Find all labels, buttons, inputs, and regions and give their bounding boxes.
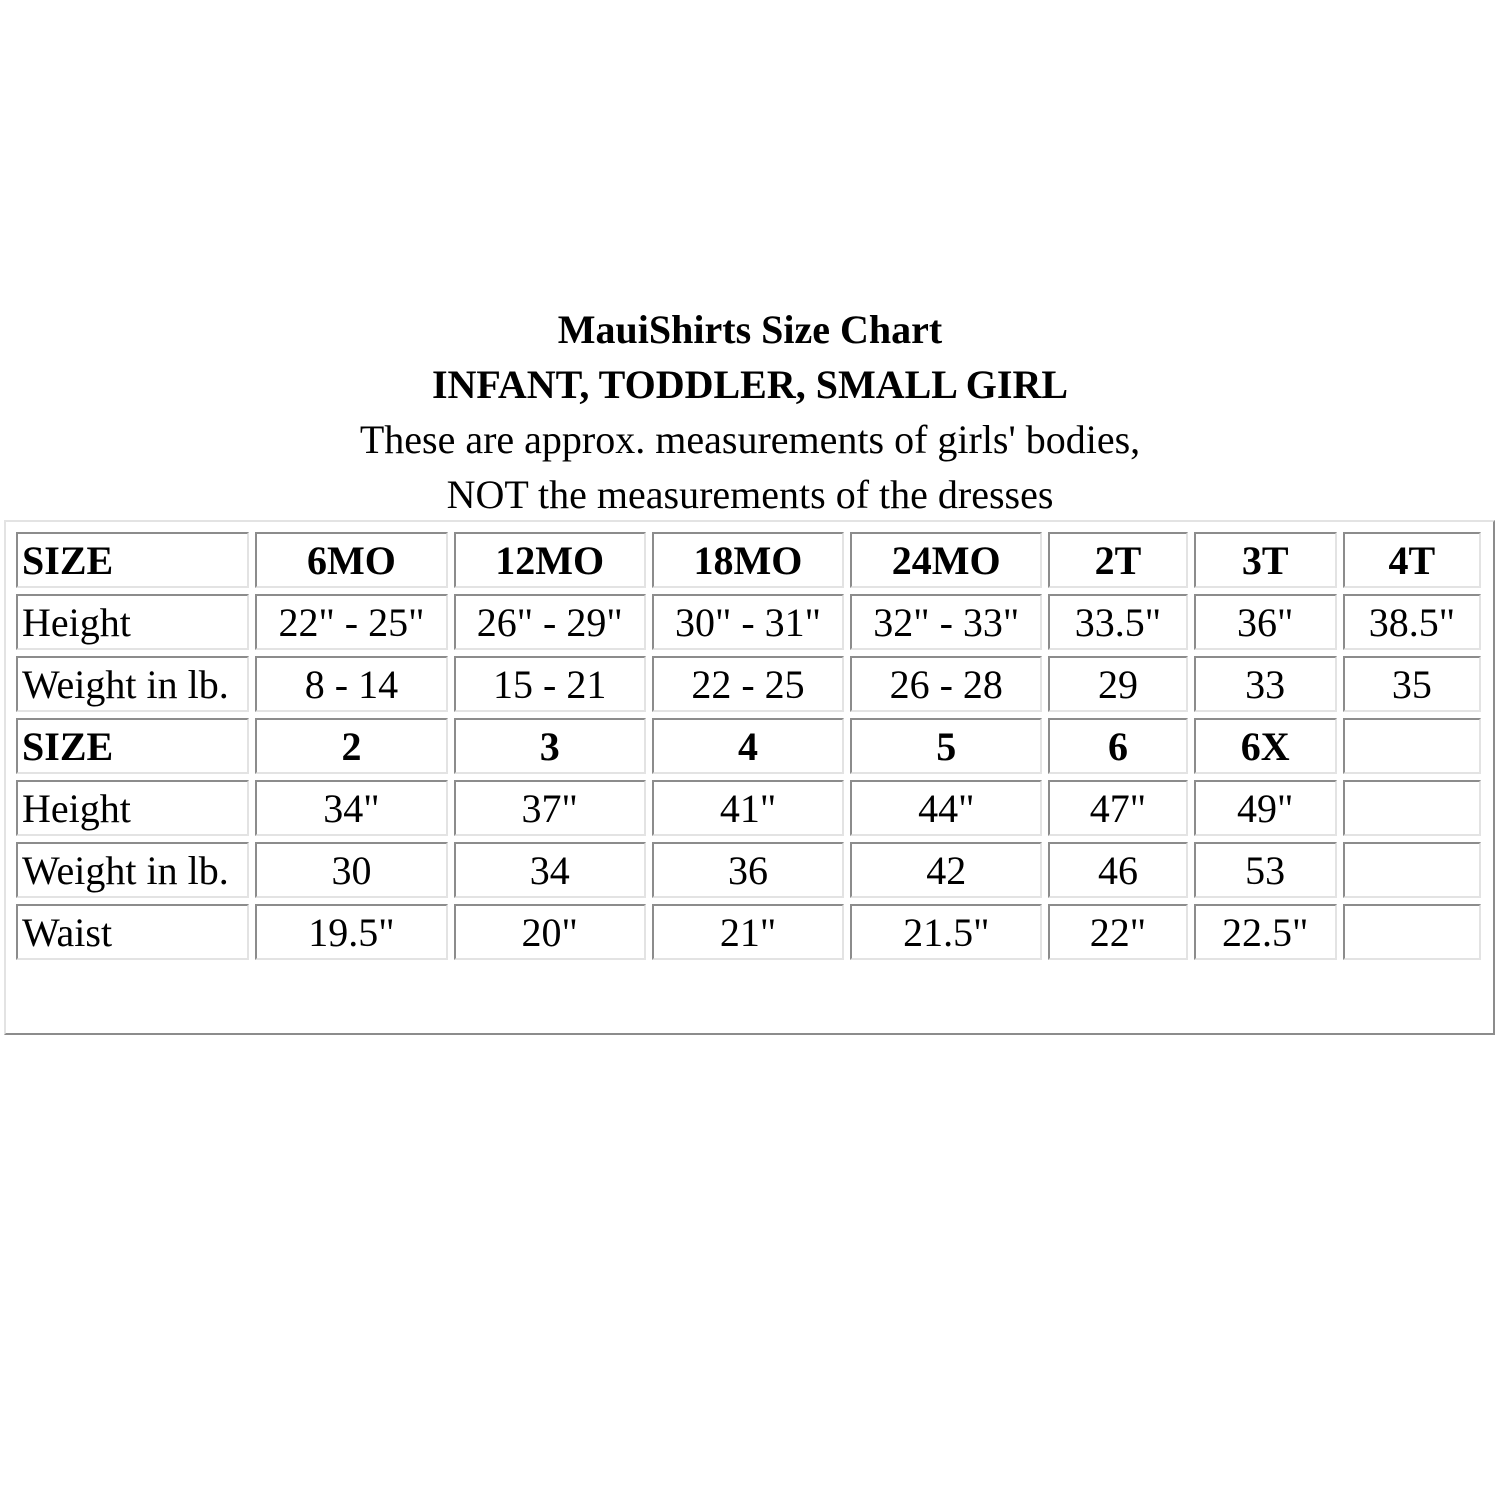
table-cell: 33.5" (1048, 594, 1187, 650)
table-cell-row-label: Weight in lb. (16, 656, 249, 712)
table-cell: 22" - 25" (255, 594, 447, 650)
table-cell: 20" (454, 904, 646, 960)
table-cell-row-label: Waist (16, 904, 249, 960)
table-cell-row-label: SIZE (16, 718, 249, 774)
chart-header (0, 302, 1500, 522)
table-cell: 36 (652, 842, 844, 898)
table-cell: 22" (1048, 904, 1187, 960)
table-cell: 37" (454, 780, 646, 836)
table-cell: 2T (1048, 532, 1187, 588)
table-row-weight-girl (16, 842, 1481, 898)
table-cell: 4T (1343, 532, 1481, 588)
table-cell: 44" (850, 780, 1042, 836)
table-row-height-girl (16, 780, 1481, 836)
table-cell: 3T (1194, 532, 1337, 588)
table-cell: 53 (1194, 842, 1337, 898)
table-cell: 32" - 33" (850, 594, 1042, 650)
table-cell: 46 (1048, 842, 1187, 898)
table-cell: 47" (1048, 780, 1187, 836)
category-subtitle: INFANT, TODDLER, SMALL GIRL (431, 362, 1069, 407)
table-cell: 15 - 21 (454, 656, 646, 712)
table-cell-row-label: Weight in lb. (16, 842, 249, 898)
table-cell: 42 (850, 842, 1042, 898)
table-row-size-girl (16, 718, 1481, 774)
table-cell: 29 (1048, 656, 1187, 712)
table-cell: 6X (1194, 718, 1337, 774)
table-cell: 26" - 29" (454, 594, 646, 650)
measurement-note-line-1: These are approx. measurements of girls' bodies, (359, 417, 1141, 462)
table-row-size-infant (16, 532, 1481, 588)
table-cell: 30 (255, 842, 447, 898)
table-cell: 36" (1194, 594, 1337, 650)
table-cell: 22 - 25 (652, 656, 844, 712)
table-cell: 18MO (652, 532, 844, 588)
table-cell-empty (1343, 718, 1481, 774)
size-table-frame (4, 520, 1495, 1035)
table-cell-row-label: SIZE (16, 532, 249, 588)
table-cell-row-label: Height (16, 780, 249, 836)
table-cell-row-label: Height (16, 594, 249, 650)
table-cell: 4 (652, 718, 844, 774)
table-row-weight-infant (16, 656, 1481, 712)
measurement-note-line-2: NOT the measurements of the dresses (446, 472, 1054, 517)
table-cell-empty (1343, 904, 1481, 960)
table-cell: 5 (850, 718, 1042, 774)
table-cell: 6MO (255, 532, 447, 588)
table-cell: 24MO (850, 532, 1042, 588)
size-table (10, 526, 1487, 966)
table-cell: 19.5" (255, 904, 447, 960)
table-cell-empty (1343, 780, 1481, 836)
table-cell: 34" (255, 780, 447, 836)
table-cell: 21" (652, 904, 844, 960)
table-cell: 38.5" (1343, 594, 1481, 650)
page-title: MauiShirts Size Chart (557, 307, 943, 352)
table-cell: 2 (255, 718, 447, 774)
table-cell-empty (1343, 842, 1481, 898)
table-cell: 41" (652, 780, 844, 836)
table-cell: 49" (1194, 780, 1337, 836)
table-cell: 22.5" (1194, 904, 1337, 960)
table-cell: 8 - 14 (255, 656, 447, 712)
table-cell: 33 (1194, 656, 1337, 712)
table-cell: 35 (1343, 656, 1481, 712)
table-cell: 3 (454, 718, 646, 774)
table-cell: 21.5" (850, 904, 1042, 960)
table-cell: 6 (1048, 718, 1187, 774)
table-row-height-infant (16, 594, 1481, 650)
table-cell: 12MO (454, 532, 646, 588)
table-cell: 34 (454, 842, 646, 898)
table-cell: 26 - 28 (850, 656, 1042, 712)
table-row-waist-girl (16, 904, 1481, 960)
table-cell: 30" - 31" (652, 594, 844, 650)
